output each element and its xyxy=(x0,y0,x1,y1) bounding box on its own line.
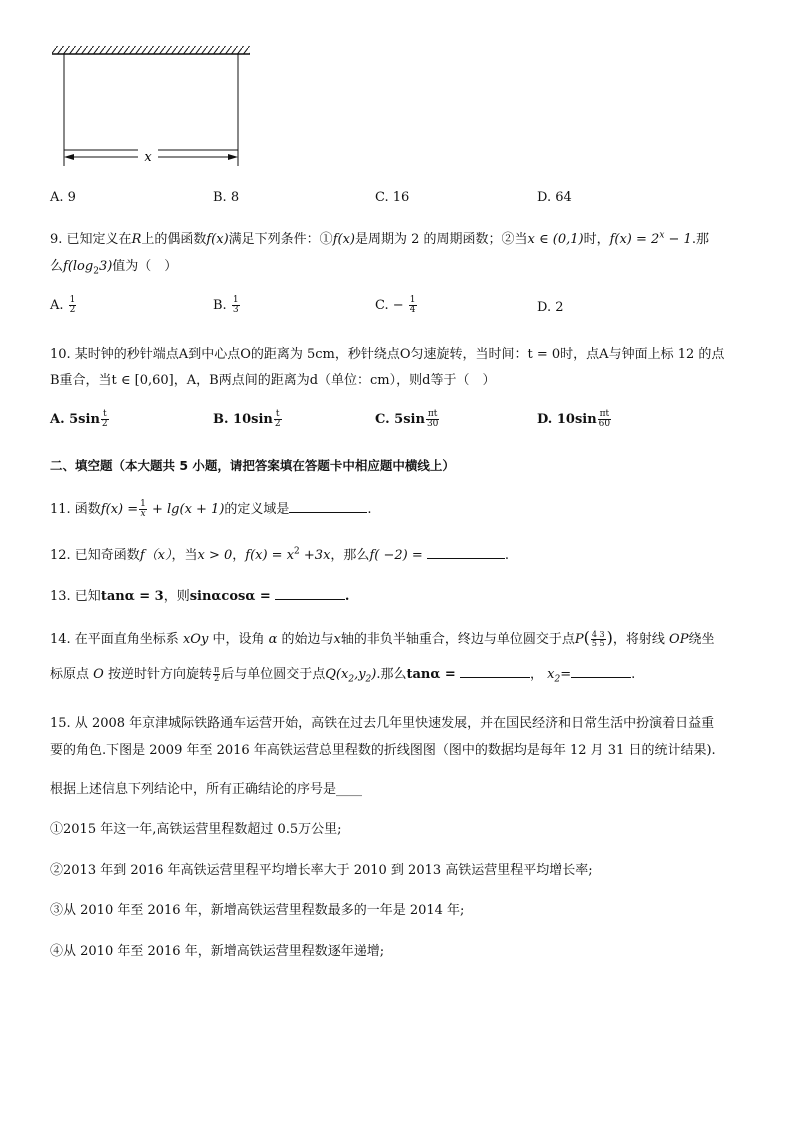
fraction: $\frac{1}{x}$ xyxy=(140,499,146,519)
q12: 12. 已知奇函数f（x），当x > 0，$f(x) = x^2 +3x$，那么f( −2) = . xyxy=(50,546,509,563)
q8-option-d[interactable]: D. 64 xyxy=(537,190,572,205)
q13-answer-blank[interactable] xyxy=(275,587,345,600)
q15-statement-1: ①2015 年这一年,高铁运营里程数超过 0.5万公里; xyxy=(50,822,342,837)
point-p-coords: $\frac{4 3}{5 5}$ xyxy=(591,630,605,648)
q13: 13. 已知tanα = 3，则sinαcosα = . xyxy=(50,589,350,604)
q14-answer-blank-1[interactable] xyxy=(460,665,530,678)
q8-option-c[interactable]: C. 16 xyxy=(375,190,410,205)
q15-statement-4: ④从 2010 年至 2016 年，新增高铁运营里程数逐年递增; xyxy=(50,944,385,959)
q14-line1: 14. 在平面直角坐标系 xOy 中，设角 α 的始边与x轴的非负半轴重合，终边与单位圆交于点P( $\frac{4 3}{5 5}$ )，将射线 OP绕坐 xyxy=(50,628,715,648)
arrow-right xyxy=(228,154,238,160)
q12-answer-blank[interactable] xyxy=(427,546,505,559)
section-title: 二、填空题（本大题共 5 小题，请把答案填在答题卡中相应题中横线上） xyxy=(50,458,455,473)
q15-line2: 要的角色.下图是 2009 年至 2016 年高铁运营总里程数的折线图图（图中的数据均是每年 12 月 31 日的统计结果). xyxy=(50,743,716,758)
fraction: $\frac{1}{4}$ xyxy=(409,295,416,315)
q11: 11. 函数f(x) = $\frac{1}{x}$ + lg(x + 1)的定义域是 . xyxy=(50,499,372,519)
q15-statement-2: ②2013 年到 2016 年高铁运营里程平均增长率大于 2010 到 2013 高铁运营里程平均增长率; xyxy=(50,863,593,878)
fraction: $\frac{1}{2}$ xyxy=(69,295,76,315)
q14-line2: 标原点 O 按逆时针方向旋转 $\frac{\pi}{2}$ 后与单位圆交于点$Q(x_2,y_2)$.那么tanα = ， $x_2=$ . xyxy=(50,665,636,685)
q9-line1: 9. 已知定义在R上的偶函数f(x)满足下列条件：①f(x)是周期为 2 的周期函数；②当x ∈ (0,1)时，$f(x) = 2^x - 1$.那 xyxy=(50,230,709,247)
q10-option-d[interactable]: D. 10sin $\frac{\pi t}{60}$ xyxy=(537,409,611,429)
q8-option-a[interactable]: A. 9 xyxy=(50,190,76,205)
q9-number: 9. xyxy=(50,232,63,247)
q10-option-c[interactable]: C. 5sin $\frac{\pi t}{30}$ xyxy=(375,409,439,429)
fraction: $\frac{\pi}{2}$ xyxy=(213,665,220,683)
q11-answer-blank[interactable] xyxy=(289,500,367,513)
q14-answer-blank-2[interactable] xyxy=(571,665,631,678)
q10-line2: B重合，当t ∈ [0,60]，A，B两点间的距离为d（单位：cm），则d等于（ ） xyxy=(50,373,496,388)
fraction: $\frac{t}{2}$ xyxy=(274,409,281,429)
arrow-left xyxy=(64,154,74,160)
dimension-label: x xyxy=(144,150,152,165)
fraction: $\frac{1}{3}$ xyxy=(232,295,239,315)
q8-diagram xyxy=(50,40,255,170)
q9-option-b[interactable]: B. $\frac{1}{3}$ xyxy=(213,295,239,315)
q9-option-a[interactable]: A. $\frac{1}{2}$ xyxy=(50,295,76,315)
q15-statement-3: ③从 2010 年至 2016 年，新增高铁运营里程数最多的一年是 2014 年; xyxy=(50,903,465,918)
q8-option-b[interactable]: B. 8 xyxy=(213,190,240,205)
fraction: $\frac{\pi t}{60}$ xyxy=(598,409,611,429)
q10-option-a[interactable]: A. 5sin $\frac{t}{2}$ xyxy=(50,409,108,429)
q15-line1: 15. 从 2008 年京津城际铁路通车运营开始，高铁在过去几年里快速发展，并在国民经济和日常生活中扮演着日益重 xyxy=(50,716,715,731)
q9-option-c[interactable]: C. − $\frac{1}{4}$ xyxy=(375,295,416,315)
fraction: $\frac{\pi t}{30}$ xyxy=(426,409,439,429)
q9-line2: 么$f(\log_23)$值为（ ） xyxy=(50,259,178,277)
q10-line1: 10. 某时钟的秒针端点A到中心点O的距离为 5cm，秒针绕点O匀速旋转，当时间：t = 0时，点A与钟面上标 12 的点 xyxy=(50,347,725,362)
q10-option-b[interactable]: B. 10sin $\frac{t}{2}$ xyxy=(213,409,281,429)
fraction: $\frac{t}{2}$ xyxy=(101,409,108,429)
q9-option-d[interactable]: D. 2 xyxy=(537,300,564,315)
q15-line3: 根据上述信息下列结论中，所有正确结论的序号是____ xyxy=(50,782,363,797)
ceiling-hatch xyxy=(52,46,250,54)
